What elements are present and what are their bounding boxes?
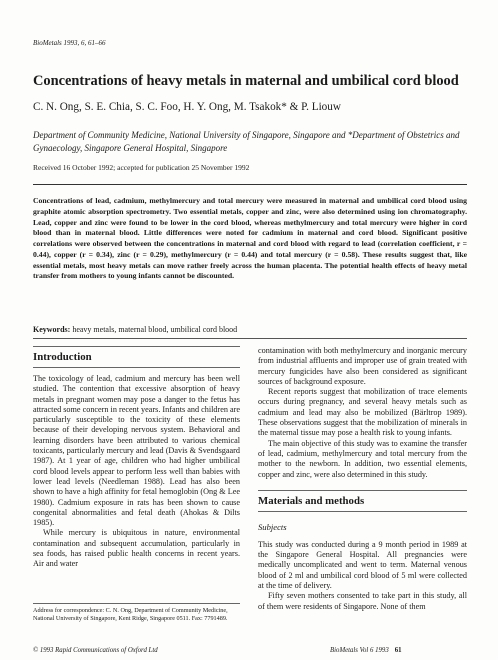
intro-paragraph-4: Recent reports suggest that mobilization of trace elements occurs during pregnancy, and several heavy metals such as cadmium and lead may also be mobilized (Bärltrop 1989). These observations suggest that the mobilization of minerals in the maternal tissue may pose a health risk to young infants. <box>258 387 467 438</box>
article-title: Concentrations of heavy metals in maternal and umbilical cord blood <box>33 73 459 89</box>
footer-journal-name: BioMetals Vol 6 1993 <box>330 647 389 654</box>
page-number: 61 <box>394 647 402 654</box>
copyright-notice: © 1993 Rapid Communications of Oxford Ltd <box>33 647 158 654</box>
intro-paragraph-3: contamination with both methylmercury and inorganic mercury from industrial affluents and improper use of grain treated with mercury fungicides have also been considered as significant sources of background exposure. <box>258 346 467 386</box>
right-column <box>258 346 467 612</box>
footer-journal <box>330 647 402 654</box>
affiliation: Department of Community Medicine, National University of Singapore, Singapore and *Department of Obstetrics and Gynaecology, Singapore General Hospital, Singapore <box>33 130 460 153</box>
keywords-text: heavy metals, maternal blood, umbilical cord blood <box>72 325 238 334</box>
abstract-top-rule <box>33 184 467 185</box>
methods-paragraph-1: This study was conducted during a 9 month period in 1989 at the Singapore General Hospital. All pregnancies were medically uncomplicated and went to term. Maternal venous blood of 2 ml and umbilical cord blood of 5 ml were collected at the time of delivery. <box>258 539 467 591</box>
subjects-subheading: Subjects <box>258 521 287 532</box>
keywords-bottom-rule <box>33 338 467 339</box>
correspondence-address: Address for correspondence: C. N. Ong, Department of Community Medicine, National University of Singapore, Kent Ridge, Singapore 0511. Fax: 7791489. <box>33 603 240 624</box>
intro-paragraph-2: While mercury is ubiquitous in nature, environmental contamination and subsequent accumulation, particularly in sea foods, has raised public health concerns in recent years. Air and water <box>33 528 240 569</box>
received-dates: Received 16 October 1992; accepted for publication 25 November 1992 <box>33 163 250 172</box>
introduction-heading: Introduction <box>33 346 240 368</box>
keywords-label: Keywords: <box>33 325 71 334</box>
author-list: C. N. Ong, S. E. Chia, S. C. Foo, H. Y. Ong, M. Tsakok* & P. Liouw <box>33 101 341 113</box>
methods-paragraph-2: Fifty seven mothers consented to take part in this study, all of them were residents of Singapore. None of them <box>258 591 467 611</box>
journal-reference: BioMetals 1993, 6, 61–66 <box>33 39 106 47</box>
intro-paragraph-5: The main objective of this study was to examine the transfer of lead, cadmium, methylmercury and total mercury from the mother to the newborn. In addition, two essential elements, copper and zinc, were also determined in this study. <box>258 438 467 479</box>
intro-paragraph-1: The toxicology of lead, cadmium and mercury has been well studied. The contention that excessive absorption of heavy metals in pregnant women may pose a danger to the fetus has attracted some concern in recent years. Infants and children are particularly susceptible to the toxicity of these elements because of their developing nervous system. Behavioral and learning disorders have been attributed to various chemical toxicants, particularly mercury and lead (Davis & Svendsgaard 1987). At 1 year of age, children who had higher umbilical cord blood levels appear to perform less well than babies with lower lead levels (Needleman 1988). Lead has also been shown to have a high affinity for fetal hemoglobin (Ong & Lee 1980). Cadmium exposure in rats has been shown to cause congenital abnormalities and fetal death (Ahokas & Dilts 1985). <box>33 374 240 528</box>
keywords-line <box>33 325 237 334</box>
abstract: Concentrations of lead, cadmium, methylmercury and total mercury were measured in maternal and umbilical cord blood using graphite atomic absorption spectrometry. Two essential metals, copper and zinc, were also determined using ion chromatography. Lead, copper and zinc were found to be lower in the cord blood, whereas methylmercury and total mercury were higher in cord blood than in maternal blood. Little differences were noted for cadmium in maternal and cord blood. Significant positive correlations were observed between the concentrations in maternal and cord blood with regard to lead (correlation coefficient, r = 0.44), copper (r = 0.34), zinc (r = 0.29), methylmercury (r = 0.44) and total mercury (r = 0.58). These results suggest that, like essential metals, most heavy metals can move rather freely across the human placenta. The potential health effects of heavy metal transfer from mothers to young infants cannot be discounted. <box>33 196 467 281</box>
methods-heading: Materials and methods <box>258 490 467 512</box>
left-column <box>33 346 240 570</box>
